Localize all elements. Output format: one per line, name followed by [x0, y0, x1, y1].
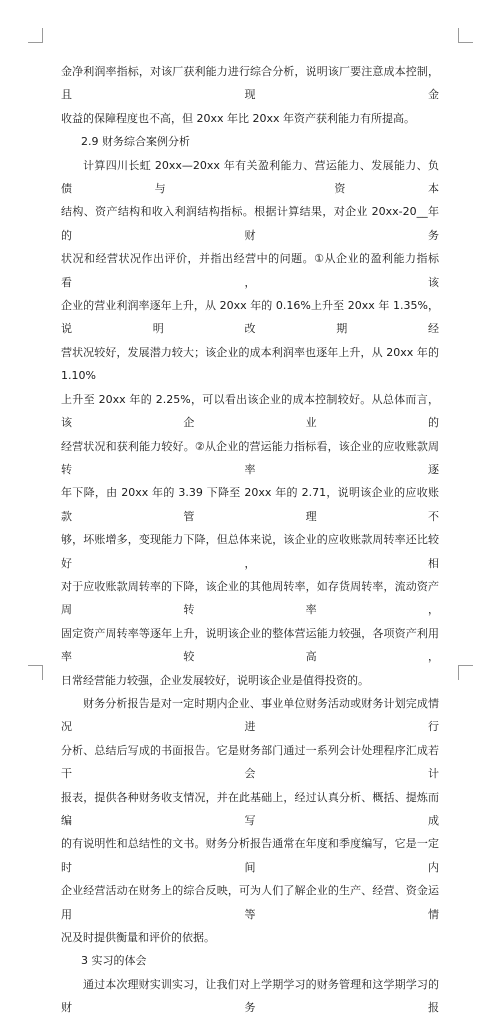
text-line: 经营状况和获利能力较好。②从企业的营运能力指标看，该企业的应收账款周转率逐	[61, 439, 439, 476]
text-line: 状况和经营状况作出评价，并指出经营中的问题。①从企业的盈利能力指标看，该	[61, 252, 439, 289]
text-line: 营状况较好，发展潜力较大；该企业的成本利润率也逐年上升，从 20xx 年的 1.10%	[61, 345, 439, 383]
section-heading: 3 实习的体会	[81, 954, 147, 968]
crop-mark-top-left	[28, 28, 43, 43]
section-heading: 2.9 财务综合案例分析	[81, 135, 190, 149]
text-line: 对于应收账款周转率的下降，该企业的其他周转率，如存货周转率，流动资产周转率，	[61, 579, 439, 617]
text-line: 通过本次理财实训实习，让我们对上学期学习的财务管理和这学期学习的财务报	[61, 977, 439, 1015]
crop-mark-bottom-left	[28, 665, 43, 680]
document-body	[61, 60, 439, 1020]
text-line: 上升至 20xx 年的 2.25%，可以看出该企业的成本控制较好。从总体而言，该企业的	[61, 392, 439, 430]
text-line: 企业的营业利润率逐年上升，从 20xx 年的 0.16%上升至 20xx 年 1.35%，说明改期经	[61, 299, 439, 336]
crop-mark-bottom-right	[458, 665, 473, 680]
text-line: 况及时提供衡量和评价的依据。	[61, 931, 215, 945]
crop-mark-top-right	[458, 28, 473, 43]
text-line: 年下降，由 20xx 年的 3.39 下降至 20xx 年的 2.71，说明该企业的应收账款管理不	[61, 486, 439, 523]
text-line: 够，坏账增多，变现能力下降，但总体来说，该企业的应收账款周转率还比较好，相	[61, 533, 439, 570]
text-line: 计算四川长虹 20xx—20xx 年有关盈利能力、营运能力、发展能力、负债与 资本	[61, 158, 439, 196]
text-line: 财务分析报告是对一定时期内企业、事业单位财务活动或财务计划完成情况进行	[61, 696, 439, 734]
text-line: 分析、总结后写成的书面报告。它是财务部门通过一系列会计处理程序汇成若干会计	[61, 743, 439, 781]
text-line: 结构、资产结构和收入利润结构指标。根据计算结果，对企业 20xx-20__年的财务	[61, 205, 439, 242]
text-line: 固定资产周转率等逐年上升，说明该企业的整体营运能力较强，各项资产利用率较高，	[61, 626, 439, 664]
text-line: 日常经营能力较强，企业发展较好，说明该企业是值得投资的。	[61, 673, 369, 687]
text-line: 的有说明性和总结性的文书。财务分析报告通常在年度和季度编写，它是一定时间内	[61, 837, 439, 874]
text-line: 企业经营活动在财务上的综合反映，可为人们了解企业的生产、经营、资金运用等情	[61, 884, 439, 921]
text-line: 报表，提供各种财务收支情况，并在此基础上，经过认真分析、概括、提炼而编写成	[61, 790, 439, 827]
text-line: 金净利润率指标，对该厂获利能力进行综合分析，说明该厂要注意成本控制，且现金	[61, 65, 439, 102]
text-line: 收益的保障程度也不高，但 20xx 年比 20xx 年资产获利能力有所提高。	[61, 111, 416, 125]
